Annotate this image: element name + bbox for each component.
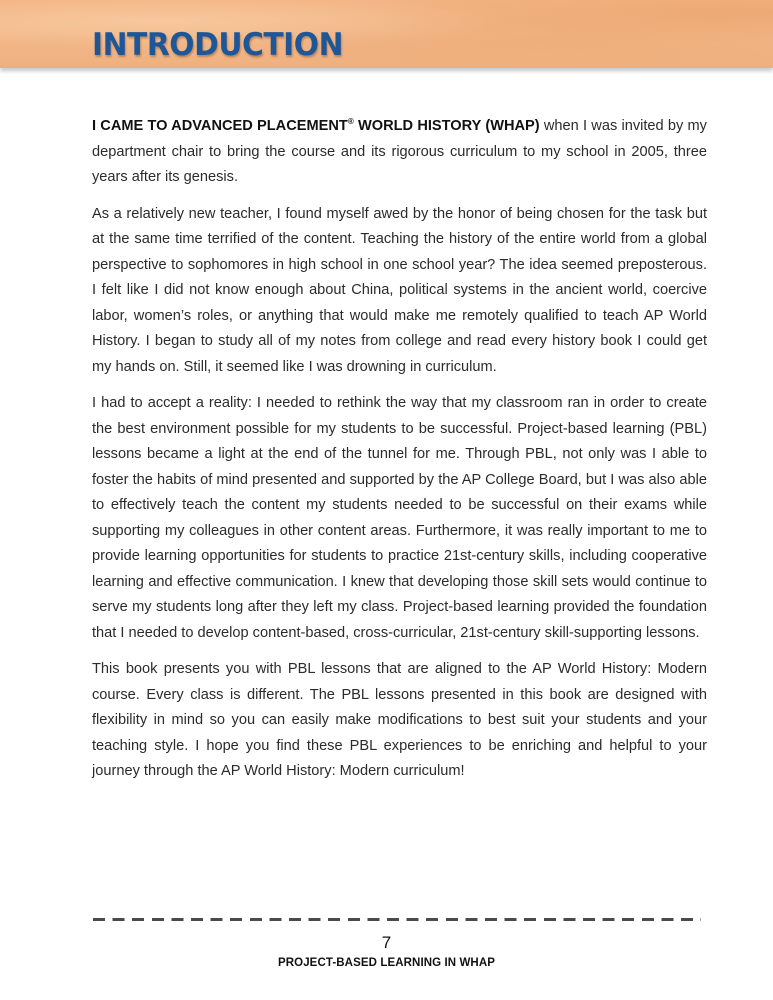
footer-dashed-divider <box>93 918 701 921</box>
paragraph-4: This book presents you with PBL lessons that are aligned to the AP World History: Modern course. Every class is different. The PBL lessons presented in this book are designed with flexibility in mind so you can easily make modifications to best suit your students and your teaching style. I hope you find these PBL experiences to be enriching and helpful to your journey through the AP World History: Modern curriculum! <box>92 661 707 779</box>
paragraph-2: As a relatively new teacher, I found myself awed by the honor of being chosen for the task but at the same time terrified of the content. Teaching the history of the entire world from a global perspective to sophomores in high school in one school year? The idea seemed preposterous. I felt like I did not know enough about China, political systems in the ancient world, coercive labor, women’s roles, or anything that would make me remotely qualified to teach AP World History. I began to study all of my notes from college and read every history book I could get my hands on. Still, it seemed like I was drowning in curriculum. <box>92 205 707 375</box>
paragraph-1 <box>92 114 707 191</box>
lead-in <box>92 118 540 134</box>
lead-in-text: I CAME TO ADVANCED PLACEMENT <box>92 118 348 134</box>
body-text <box>92 114 707 796</box>
lead-in-rest: WORLD HISTORY (WHAP) <box>353 118 540 134</box>
paragraph-3: I had to accept a reality: I needed to rethink the way that my classroom ran in order to create the best environment possible for my students to be successful. Project-based learning (PBL) lessons became a light at the end of the tunnel for me. Through PBL, not only was I able to foster the habits of mind presented and supported by the AP College Board, but I was also able to effectively teach the content my students needed to be successful on their exams while supporting my colleagues in other content areas. Furthermore, it was really important to me to provide learning opportunities for students to practice 21st-century skills, including cooperative learning and effective communication. I knew that developing those skill sets would continue to serve my students long after they left my class. Project-based learning provided the foundation that I needed to develop content-based, cross-curricular, 21st-century skill-supporting lessons. <box>92 395 707 641</box>
paragraph-1-text: when I was invited by my department chair to bring the course and its rigorous curriculum to my school in 2005, three years after its genesis. <box>92 118 707 185</box>
page-number: 7 <box>381 933 392 952</box>
header-band <box>0 0 773 68</box>
chapter-title: INTRODUCTION <box>92 27 344 63</box>
registered-mark: ® <box>347 117 354 127</box>
running-footer-title: PROJECT-BASED LEARNING IN WHAP <box>277 957 496 969</box>
